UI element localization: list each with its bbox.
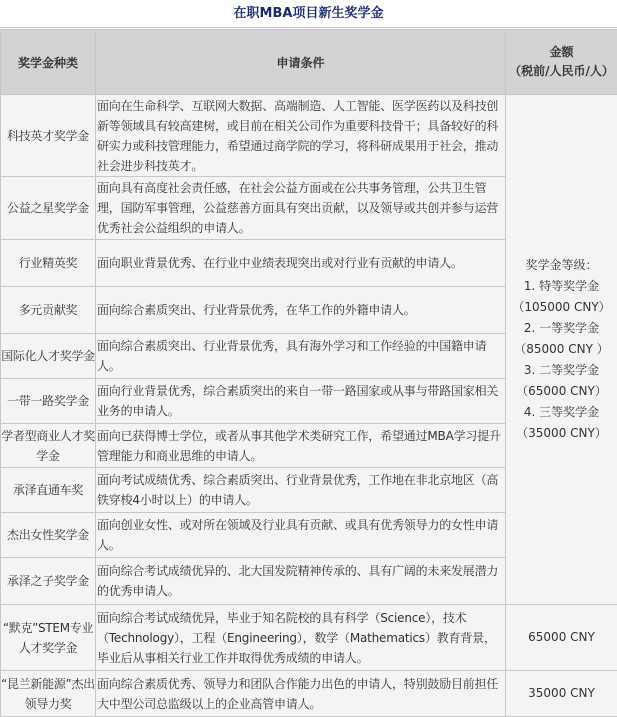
grade-item: 4. 三等奖学金: [508, 402, 615, 423]
scholarship-type: 杰出女性奖学金: [1, 513, 96, 558]
scholarship-amount: 35000 CNY: [506, 671, 617, 717]
header-amount-text: 金额 （税前/人民币/人）: [506, 43, 617, 81]
scholarship-type: 一带一路奖学金: [1, 379, 96, 424]
scholarship-type: 科技英才奖学金: [1, 95, 96, 177]
scholarship-type: “默克”STEM专业人才奖学金: [1, 605, 96, 671]
table-row: [1, 95, 617, 177]
table-row: [1, 671, 617, 717]
grade-item: 2. 一等奖学金: [508, 318, 615, 339]
scholarship-condition: 面向综合素质突出、行业背景优秀，在华工作的外籍申请人。: [96, 287, 506, 334]
header-type: 奖学金种类: [1, 30, 96, 95]
scholarship-amount-grades: [506, 95, 617, 605]
scholarship-condition: 面向综合素质突出、行业背景优秀，具有海外学习和工作经验的中国籍申请人。: [96, 334, 506, 379]
scholarship-type: 国际化人才奖学金: [1, 334, 96, 379]
scholarship-condition: 面向考试成绩优秀、综合素质突出、行业背景优秀，工作地在非北京地区（高铁穿梭4小时以上）的申请人。: [96, 468, 506, 513]
scholarship-condition: 面向在生命科学、互联网大数据、高端制造、人工智能、医学医药以及科技创新等领域具有较高建树，或目前在相关公司作为重要科技骨干；具备较好的科研实力或科技管理能力，希望通过商学院的学习，将科研成果用于社会，推动社会进步科技英才。: [96, 95, 506, 177]
scholarship-condition: 面向行业背景优秀，综合素质突出的来自一带一路国家或从事与带路国家相关业务的申请人。: [96, 379, 506, 424]
header-amount: [506, 30, 617, 95]
grade-item: 1. 特等奖学金: [508, 276, 615, 297]
grade-item: （105000 CNY）: [508, 297, 615, 318]
scholarship-condition: 面向已获得博士学位，或者从事其他学术类研究工作，希望通过MBA学习提升管理能力和商业思维的申请人。: [96, 424, 506, 468]
scholarship-type: 承泽之子奖学金: [1, 558, 96, 605]
grade-item: （65000 CNY）: [508, 381, 615, 402]
grade-item: （85000 CNY ）: [508, 339, 615, 360]
table-row: [1, 605, 617, 671]
scholarship-type: “昆兰新能源”杰出领导力奖: [1, 671, 96, 717]
scholarship-type: 多元贡献奖: [1, 287, 96, 334]
header-condition: 申请条件: [96, 30, 506, 95]
scholarship-type: 承泽直通车奖: [1, 468, 96, 513]
scholarship-amount: 65000 CNY: [506, 605, 617, 671]
page-title: 在职MBA项目新生奖学金: [0, 0, 617, 28]
scholarship-condition: 面向综合考试成绩优异，毕业于知名院校的具有科学（Science），技术（Technology），工程（Engineering），数学（Mathematics）教育背景，毕业后从事相关行业工作并取得优秀成绩的申请人。: [96, 605, 506, 671]
scholarship-type: 行业精英奖: [1, 240, 96, 287]
scholarship-type: 公益之星奖学金: [1, 177, 96, 240]
grade-item: 3. 二等奖学金: [508, 360, 615, 381]
scholarship-condition: 面向创业女性、或对所在领域及行业具有贡献、或具有优秀领导力的女性申请人。: [96, 513, 506, 558]
scholarship-type: 学者型商业人才奖学金: [1, 424, 96, 468]
scholarship-condition: 面向综合素质优秀、领导力和团队合作能力出色的申请人，特别鼓励目前担任大中型公司总监级以上的企业高管申请人。: [96, 671, 506, 717]
scholarship-table: [0, 29, 617, 717]
grade-item: （35000 CNY）: [508, 423, 615, 444]
table-header-row: [1, 30, 617, 95]
scholarship-condition: 面向具有高度社会责任感，在社会公益方面或在公共事务管理，公共卫生管理，国防军事管理，公益慈善方面具有突出贡献，以及领导或共创并参与运营优秀社会公益组织的申请人。: [96, 177, 506, 240]
scholarship-condition: 面向职业背景优秀、在行业中业绩表现突出或对行业有贡献的申请人。: [96, 240, 506, 287]
grades-label: 奖学金等级：: [508, 255, 615, 276]
scholarship-condition: 面向综合考试成绩优异的、北大国发院精神传承的、具有广阔的未来发展潜力的优秀申请人。: [96, 558, 506, 605]
